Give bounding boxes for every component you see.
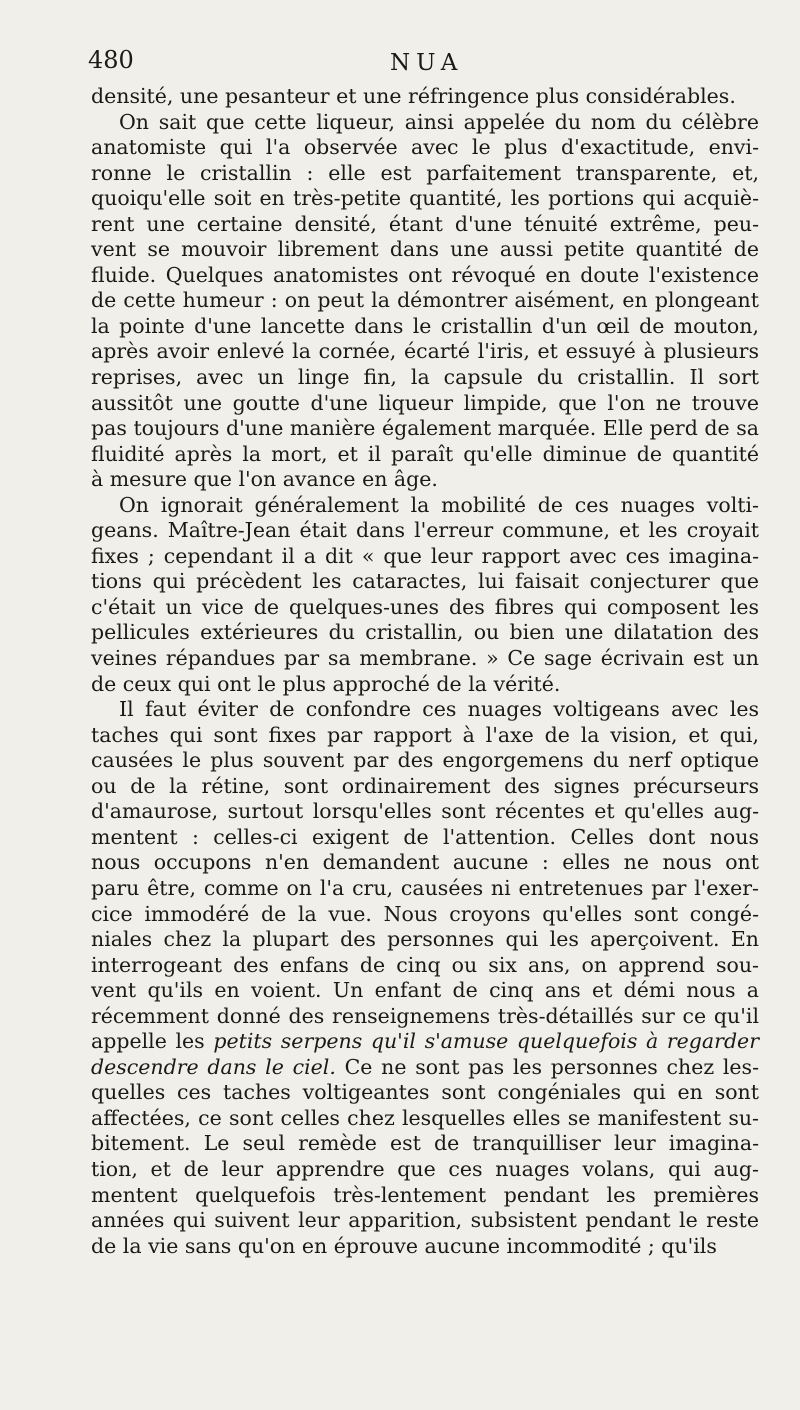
line-text: vent qu'ils en voient. Un enfant de cinq ans et démi nous a [91,978,759,1003]
text-line [91,723,759,749]
line-text: niales chez la plupart des personnes qui les aperçoivent. En [91,927,759,952]
text-line [91,927,759,953]
text-line [91,1183,759,1209]
text-line [91,314,759,340]
line-text: causées le plus souvent par des engorgemens du nerf optique [91,748,759,773]
text-line [91,1029,759,1055]
text-line [91,799,759,825]
line-text: c'était un vice de quelques-unes des fibres qui composent les [91,594,759,619]
running-head: NUA [390,50,464,76]
text-line [91,339,759,365]
line-text: années qui suivent leur apparition, subsistent pendant le reste [91,1208,759,1233]
line-text: cice immodéré de la vue. Nous croyons qu'elles sont congé- [91,901,759,926]
text-line [91,1106,759,1132]
line-text: rent une certaine densité, étant d'une ténuité extrême, peu- [91,211,759,236]
text-line [91,876,759,902]
text-line [91,569,759,595]
line-text: fixes ; cependant il a dit « que leur rapport avec ces imagina- [91,543,759,568]
line-text: d'amaurose, surtout lorsqu'elles sont récentes et qu'elles aug- [91,799,759,824]
text-line [91,620,759,646]
line-text: mentent quelquefois très-lentement pendant les premières [91,1182,759,1207]
text-line [91,825,759,851]
line-text: fluide. Quelques anatomistes ont révoqué en doute l'existence [91,262,759,287]
line-text: geans. Maître-Jean était dans l'erreur commune, et les croyait [91,518,759,543]
line-text: tions qui précèdent les cataractes, lui faisait conjecturer que [91,569,759,594]
line-text: On sait que cette liqueur, ainsi appelée du nom du célèbre [119,109,759,134]
line-text: après avoir enlevé la cornée, écarté l'iris, et essuyé à plusieurs [91,339,759,364]
line-text: appelle les [91,1029,214,1054]
text-line [91,774,759,800]
text-line [91,467,759,493]
text-line [91,697,759,723]
italic-text: descendre dans le ciel. [91,1054,336,1079]
line-text: nous occupons n'en demandent aucune : elles ne nous ont [91,850,759,875]
body-text [91,84,759,1259]
line-text: anatomiste qui l'a observée avec le plus d'exactitude, envi- [91,135,759,160]
text-line [91,1157,759,1183]
text-line [91,902,759,928]
text-line [91,672,759,698]
line-text: vent se mouvoir librement dans une aussi petite quantité de [91,237,759,262]
line-text: ronne le cristallin : elle est parfaitement transparente, et, [91,160,759,185]
line-text: quelles ces taches voltigeantes sont congéniales qui en sont [91,1080,759,1105]
text-line [91,416,759,442]
line-text: à mesure que l'on avance en âge. [91,467,438,492]
line-text: On ignorait généralement la mobilité de ces nuages volti- [119,492,759,517]
text-line [91,186,759,212]
text-line [91,391,759,417]
line-text-after: Ce ne sont pas les personnes chez les- [335,1054,759,1079]
text-line [91,748,759,774]
line-text: de la vie sans qu'on en éprouve aucune incommodité ; qu'ils [91,1233,717,1258]
text-line [91,135,759,161]
text-line [91,1131,759,1157]
page-header [88,46,760,82]
page-number: 480 [88,46,134,74]
line-text: densité, une pesanteur et une réfringence plus considérables. [91,84,736,108]
line-text: reprises, avec un linge fin, la capsule du cristallin. Il sort [91,365,759,390]
line-text: Il faut éviter de confondre ces nuages voltigeans avec les [119,697,759,722]
line-text: taches qui sont fixes par rapport à l'axe de la vision, et qui, [91,722,759,747]
text-line [91,518,759,544]
line-text: interrogeant des enfans de cinq ou six ans, on apprend sou- [91,952,759,977]
text-line [91,237,759,263]
line-text: tion, et de leur apprendre que ces nuages volans, qui aug- [91,1156,759,1181]
text-line [91,1234,759,1260]
text-line [91,110,759,136]
text-line [91,978,759,1004]
text-line [91,1080,759,1106]
text-line [91,212,759,238]
line-text: mentent : celles-ci exigent de l'attention. Celles dont nous [91,824,759,849]
text-line [91,161,759,187]
text-line [91,84,759,110]
italic-text: petits serpens qu'il s'amuse quelquefois à regarder [213,1029,759,1054]
line-text: ou de la rétine, sont ordinairement des signes précurseurs [91,773,759,798]
line-text: affectées, ce sont celles chez lesquelles elles se manifestent su- [91,1105,759,1130]
line-text: veines répandues par sa membrane. » Ce sage écrivain est un [91,646,759,671]
line-text: la pointe d'une lancette dans le cristallin d'un œil de mouton, [91,313,759,338]
line-text: aussitôt une goutte d'une liqueur limpide, que l'on ne trouve [91,390,759,415]
text-line [91,288,759,314]
text-line [91,263,759,289]
text-line [91,595,759,621]
line-text: récemment donné des renseignemens très-détaillés sur ce qu'il [91,1003,759,1028]
text-line [91,646,759,672]
text-line [91,953,759,979]
line-text: paru être, comme on l'a cru, causées ni entretenues par l'exer- [91,875,759,900]
text-line [91,442,759,468]
line-text: pellicules extérieures du cristallin, ou bien une dilatation des [91,620,759,645]
line-text: fluidité après la mort, et il paraît qu'elle diminue de quantité [91,441,759,466]
line-text: de ceux qui ont le plus approché de la vérité. [91,671,561,696]
text-line [91,544,759,570]
line-text: quoiqu'elle soit en très-petite quantité, les portions qui acquiè- [91,186,759,211]
line-text: bitement. Le seul remède est de tranquilliser leur imagina- [91,1131,759,1156]
text-line [91,365,759,391]
line-text: de cette humeur : on peut la démontrer aisément, en plongeant [91,288,759,313]
text-line [91,1055,759,1081]
text-line [91,1208,759,1234]
line-text: pas toujours d'une manière également marquée. Elle perd de sa [91,416,759,441]
text-line [91,850,759,876]
text-line [91,493,759,519]
text-line [91,1004,759,1030]
